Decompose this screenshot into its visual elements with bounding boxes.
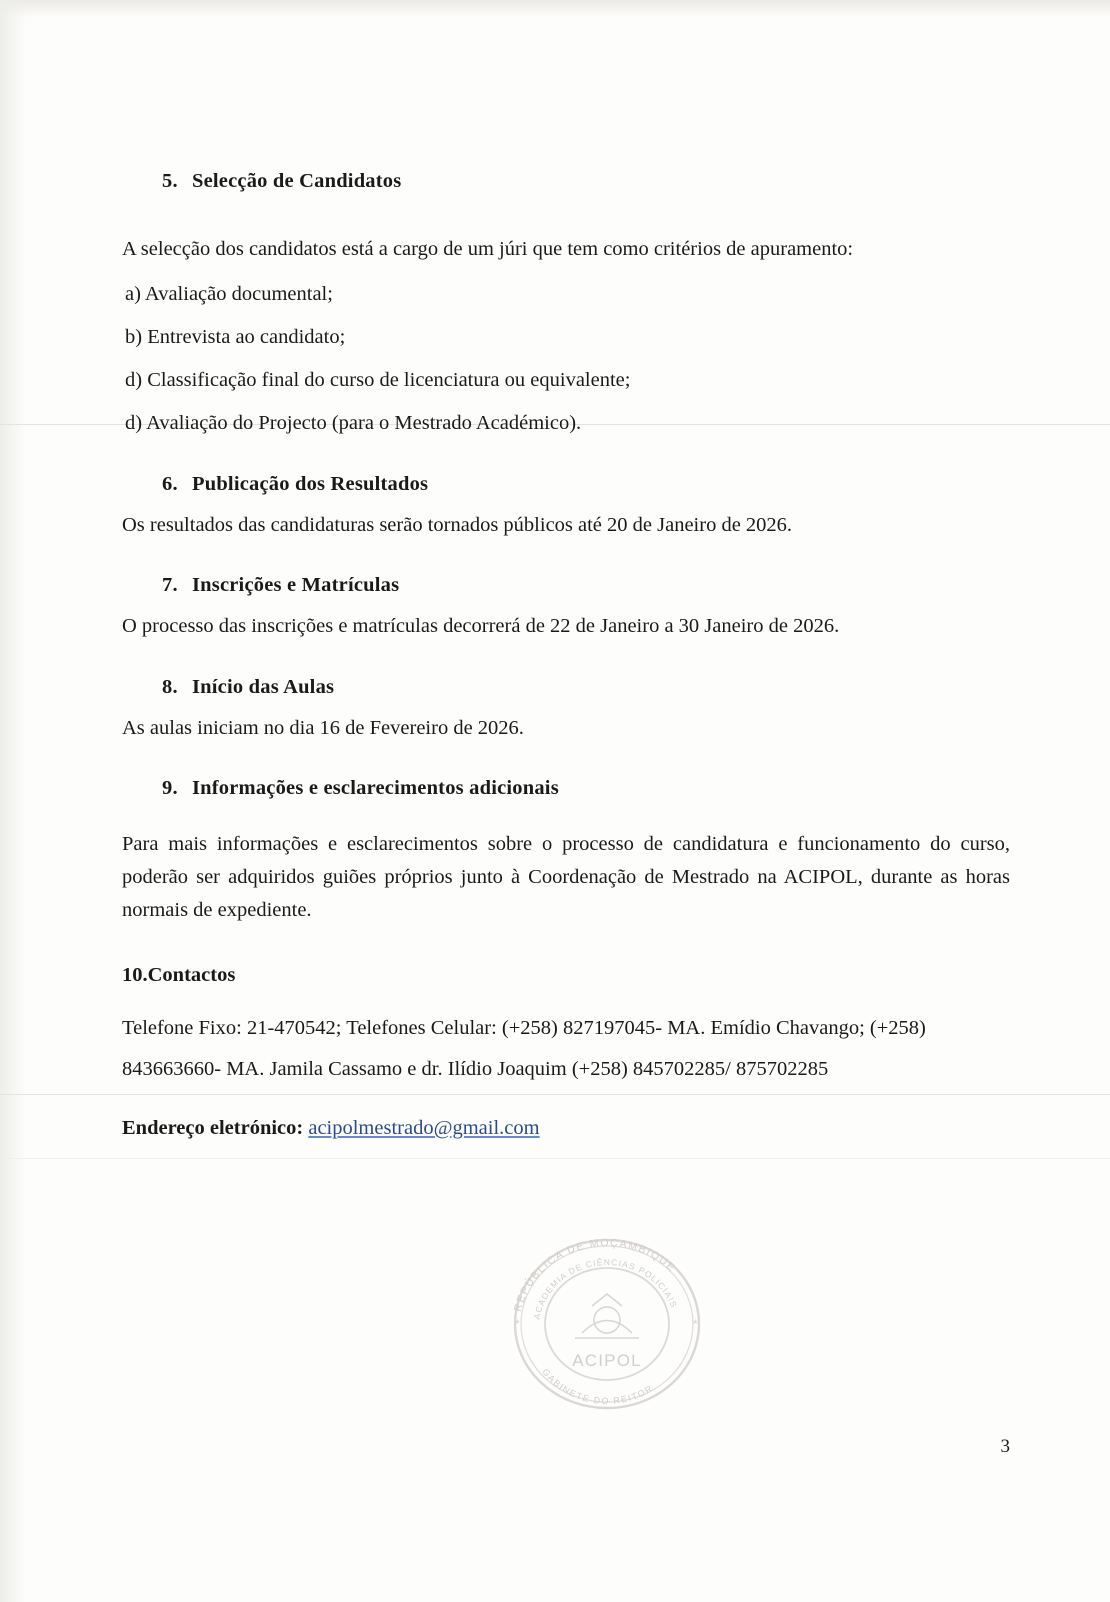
section-number-5: 5.	[162, 170, 178, 192]
email-line	[122, 1117, 1012, 1140]
list-item: d) Classificação final do curso de licenciatura ou equivalente;	[125, 368, 631, 391]
contacts-line-1: Telefone Fixo: 21-470542; Telefones Celular: (+258) 827197045- MA. Emídio Chavango; (+258)	[122, 1016, 926, 1039]
svg-text:ACADEMIA DE CIÊNCIAS POLICIAIS: ACADEMIA DE CIÊNCIAS POLICIAIS	[531, 1256, 680, 1321]
section-9-body: Para mais informações e esclarecimentos sobre o processo de candidatura e funcionamento do curso, poderão ser adquiridos guiões próprios junto à Coordenação de Mestrado na ACIPOL, durante as horas normais de expediente.	[122, 833, 1010, 922]
section-heading-9	[122, 777, 1012, 800]
section-5-intro: A selecção dos candidatos está a cargo de um júri que tem como critérios de apuramento:	[122, 238, 854, 260]
section-title-5: Selecção de Candidatos	[192, 170, 402, 192]
section-number-6: 6.	[162, 472, 178, 495]
scan-shadow-left	[0, 0, 26, 1602]
svg-text:*: *	[693, 1317, 698, 1331]
section-title-6: Publicação dos Resultados	[192, 472, 429, 495]
list-item: a) Avaliação documental;	[125, 282, 333, 305]
email-label: Endereço eletrónico:	[122, 1116, 304, 1139]
section-title-9: Informações e esclarecimentos adicionais	[192, 777, 559, 799]
svg-text:REPÚBLICA DE MOÇAMBIQUE: REPÚBLICA DE MOÇAMBIQUE	[511, 1236, 679, 1313]
section-number-8: 8.	[162, 675, 178, 698]
document-body	[122, 0, 1012, 1140]
section-heading-10: 10.Contactos	[122, 963, 236, 986]
section-number-9: 9.	[162, 777, 178, 799]
scan-artifact-line	[0, 1158, 1110, 1159]
section-6-body: Os resultados das candidaturas serão tornados públicos até 20 de Janeiro de 2026.	[122, 513, 793, 536]
section-heading-7	[122, 574, 1012, 597]
section-heading-8	[122, 676, 1012, 699]
section-heading-5	[122, 170, 1012, 193]
section-title-7: Inscrições e Matrículas	[192, 574, 400, 596]
section-7-body: O processo das inscrições e matrículas decorrerá de 22 de Janeiro a 30 Janeiro de 2026.	[122, 615, 840, 637]
section-8-body: As aulas iniciam no dia 16 de Fevereiro de 2026.	[122, 716, 524, 739]
section-heading-6	[122, 473, 1012, 496]
official-stamp	[497, 1228, 717, 1413]
section-title-8: Início das Aulas	[192, 675, 335, 698]
list-item: d) Avaliação do Projecto (para o Mestrado Académico).	[125, 411, 582, 434]
svg-text:ACIPOL: ACIPOL	[572, 1351, 642, 1370]
contacts-line-2: 843663660- MA. Jamila Cassamo e dr. Ilídio Joaquim (+258) 845702285/ 875702285	[122, 1057, 829, 1080]
list-item: b) Entrevista ao candidato;	[125, 325, 346, 348]
svg-text:GABINETE DO REITOR: GABINETE DO REITOR	[540, 1366, 655, 1407]
page-number: 3	[1000, 1436, 1010, 1457]
email-link[interactable]: acipolmestrado@gmail.com	[308, 1116, 540, 1139]
svg-text:*: *	[515, 1317, 520, 1331]
section-number-7: 7.	[162, 574, 178, 596]
